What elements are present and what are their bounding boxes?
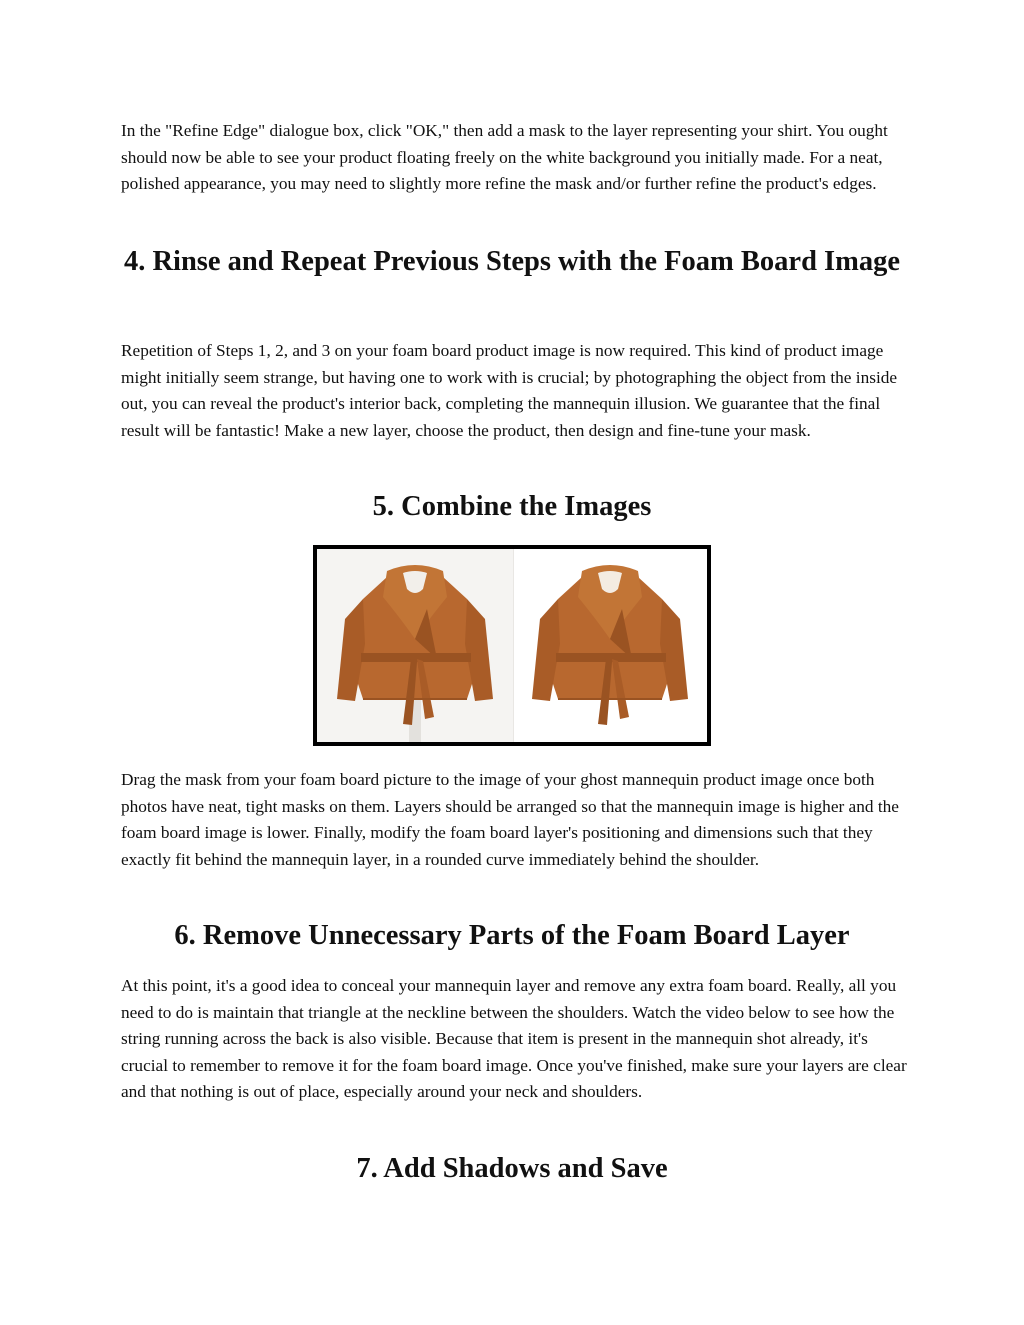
jacket-mannequin-illustration	[317, 549, 514, 742]
foam-board-photo	[514, 549, 707, 742]
jacket-foam-board-illustration	[514, 549, 707, 742]
mannequin-photo	[317, 549, 514, 742]
heading-step-7: 7. Add Shadows and Save	[356, 1153, 668, 1184]
paragraph-repeat-steps: Repetition of Steps 1, 2, and 3 on your foam board product image is now required. This kind of product image might initially seem strange, but having one to work with is crucial; by photographing the object from the inside out, you can reveal the product's interior back, completing the mannequin illusion. We guarantee that the final result will be fantastic! Make a new layer, choose the product, then design and fine-tune your mask.	[121, 341, 898, 440]
heading-step-6: 6. Remove Unnecessary Parts of the Foam Board Layer	[174, 920, 850, 951]
combined-jackets-image	[313, 545, 711, 746]
paragraph-refine-edge: In the "Refine Edge" dialogue box, click "OK," then add a mask to the layer representing your shirt. You ought should now be able to see your product floating freely on the white background you initially made. For a neat, polished appearance, you may need to slightly more refine the mask and/or further refine the product's edges.	[121, 121, 888, 194]
paragraph-conceal-layer: At this point, it's a good idea to conceal your mannequin layer and remove any extra foam board. Really, all you need to do is maintain that triangle at the neckline between the shoulders. Watch the video below to see how the string running across the back is also visible. Because that item is present in the mannequin shot already, it's crucial to remember to remove it for the foam board image. Once you've finished, make sure your layers are clear and that nothing is out of place, especially around your neck and shoulders.	[121, 976, 907, 1102]
heading-step-4: 4. Rinse and Repeat Previous Steps with the Foam Board Image	[123, 246, 901, 277]
heading-step-5: 5. Combine the Images	[372, 491, 652, 522]
paragraph-drag-mask: Drag the mask from your foam board picture to the image of your ghost mannequin product image once both photos have neat, tight masks on them. Layers should be arranged so that the mannequin image is higher and the foam board image is lower. Finally, modify the foam board layer's positioning and dimensions such that they exactly fit behind the mannequin layer, in a rounded curve immediately behind the shoulder.	[121, 770, 899, 869]
